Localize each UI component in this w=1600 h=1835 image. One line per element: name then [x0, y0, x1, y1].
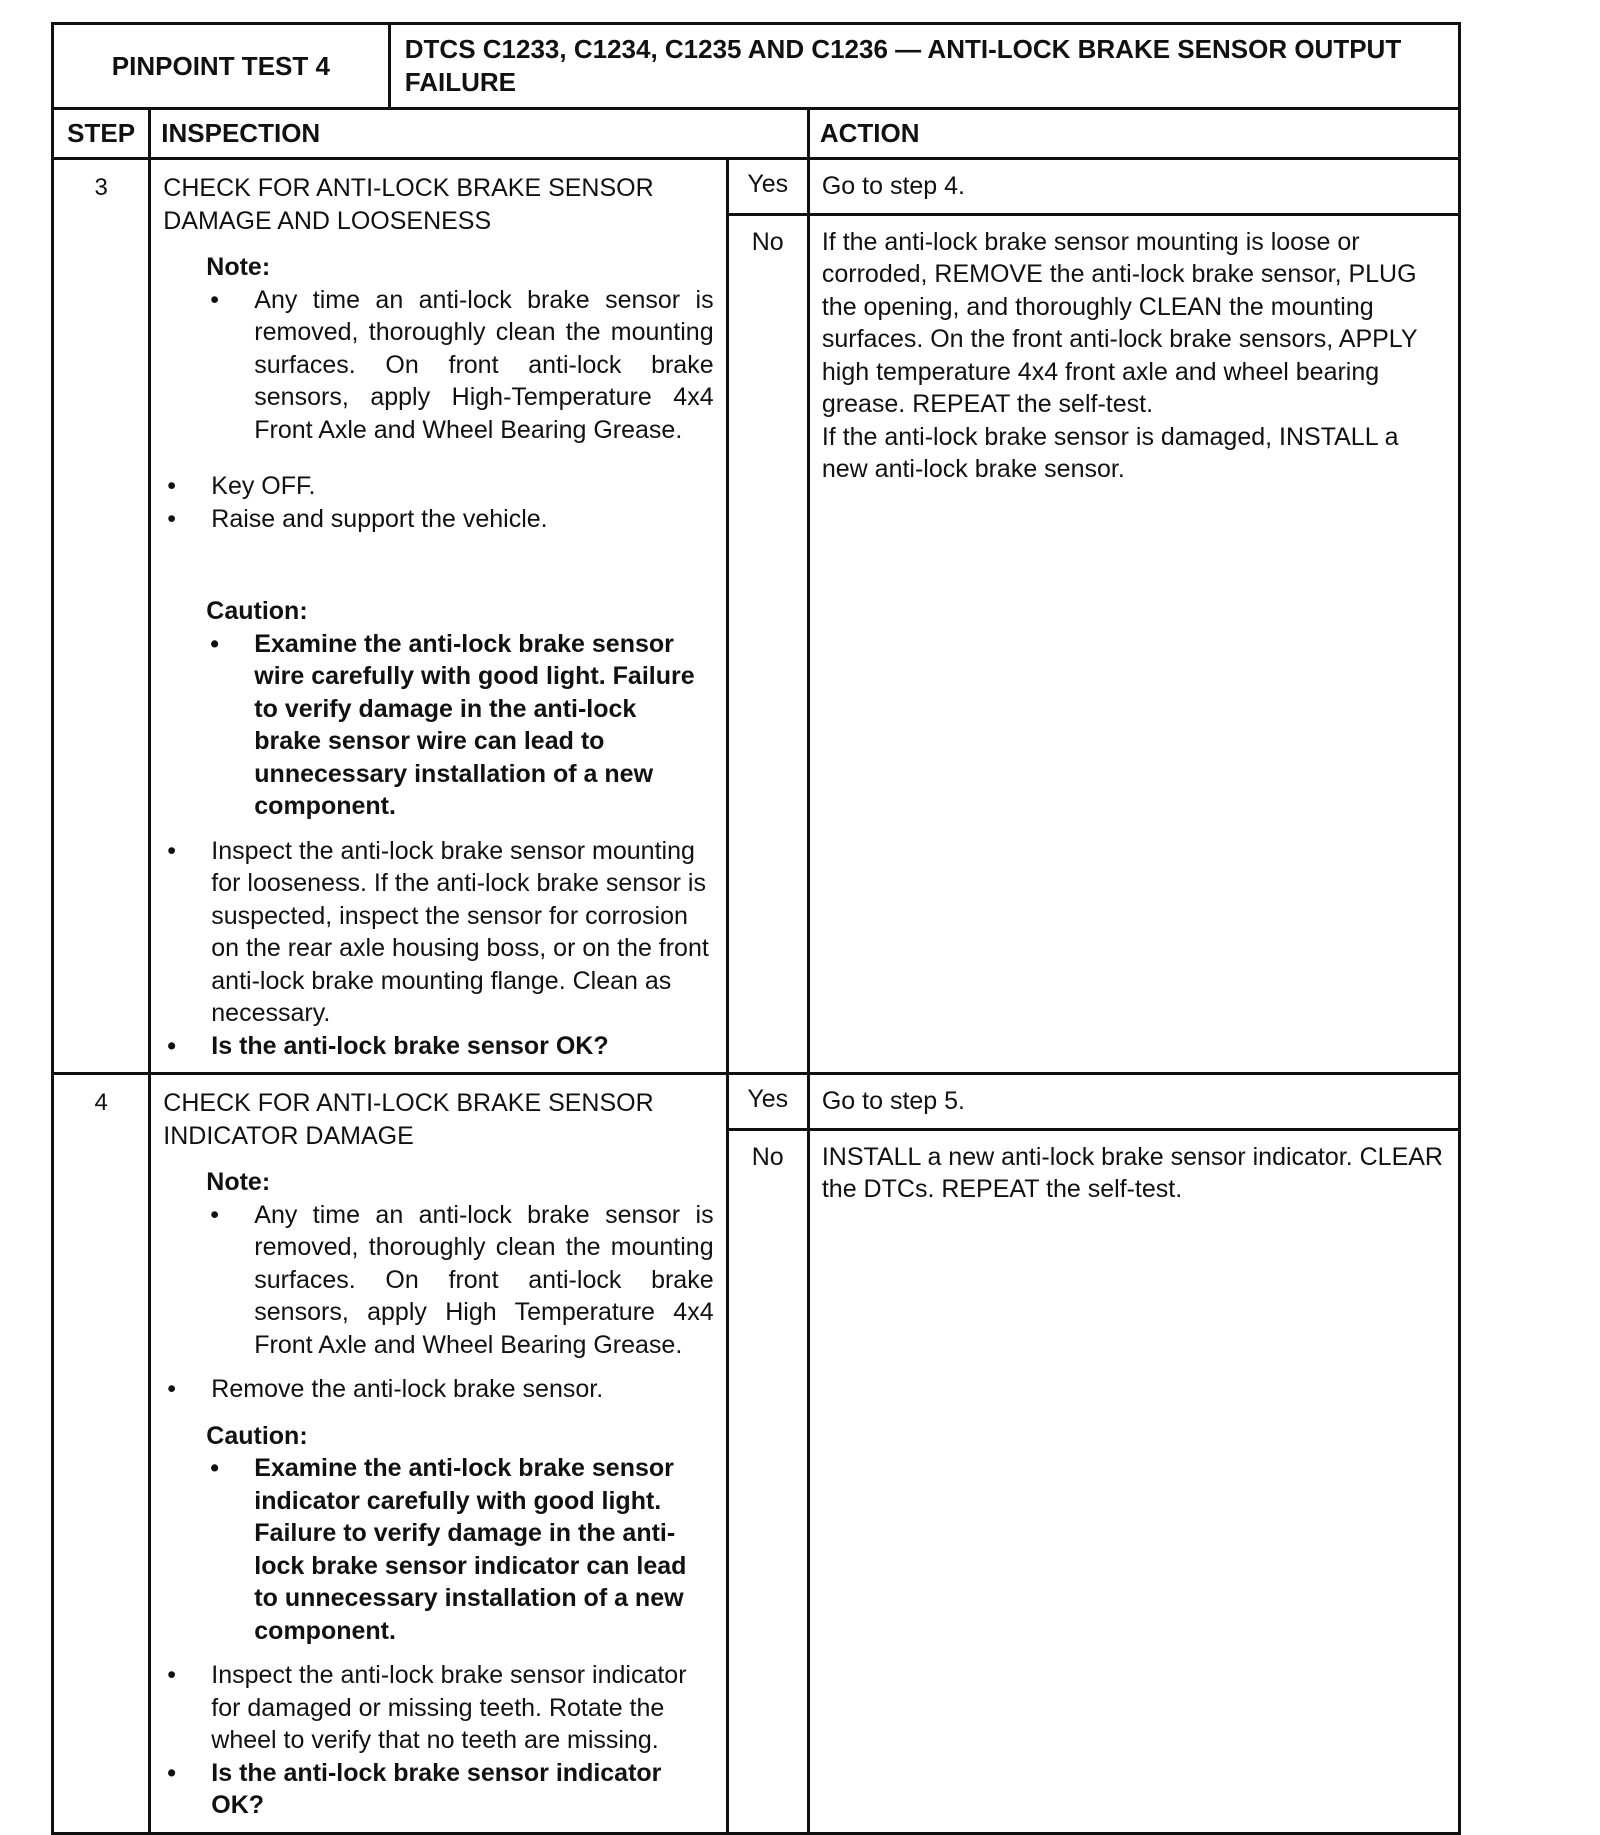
step-3-bullet-1-text: Key OFF. — [211, 472, 316, 500]
step-3-no-action-text-2: If the anti-lock brake sensor is damaged, INSTALL a new anti-lock brake sensor. — [821, 422, 1399, 483]
step-3-yes-row — [53, 159, 1460, 215]
step-3-yes-label: Yes — [727, 159, 808, 215]
bullet-icon: • — [167, 1758, 177, 1787]
step-3-note-item — [206, 284, 713, 447]
step-3-question — [163, 1030, 713, 1063]
pinpoint-test-sheet — [51, 22, 1461, 1835]
step-3-note-label: Note: — [206, 253, 271, 281]
bullet-icon: • — [167, 1031, 177, 1060]
step-4-bullet-2-text: Inspect the anti-lock brake sensor indicator for damaged or missing teeth. Rotate the wheel to verify that no teeth are missing. — [211, 1661, 687, 1754]
action-column-header: ACTION — [808, 109, 1459, 159]
step-3-bullet-2 — [163, 503, 713, 536]
step-4-note-label: Note: — [206, 1168, 271, 1196]
step-4-question — [163, 1757, 713, 1822]
bullet-icon: • — [210, 1454, 220, 1482]
step-3-yes-action: Go to step 4. — [808, 159, 1459, 215]
step-4-title: CHECK FOR ANTI-LOCK BRAKE SENSOR INDICATOR DAMAGE — [163, 1089, 654, 1150]
pinpoint-test-table — [51, 22, 1461, 1835]
bullet-icon: • — [167, 1661, 177, 1689]
step-3-number: 3 — [53, 159, 150, 1074]
step-3-question-text: Is the anti-lock brake sensor OK? — [211, 1031, 609, 1060]
step-3-bullet-1 — [163, 470, 713, 503]
header-row — [53, 24, 1460, 109]
step-3-no-label: No — [727, 214, 808, 1074]
step-3-title: CHECK FOR ANTI-LOCK BRAKE SENSOR DAMAGE AND LOOSENESS — [163, 174, 654, 235]
step-4-caution-label: Caution: — [206, 1421, 308, 1450]
step-column-header: STEP — [53, 109, 150, 159]
bullet-icon: • — [167, 472, 177, 500]
bullet-icon: • — [210, 629, 220, 658]
step-3-caution-item — [206, 628, 713, 823]
step-3-bullet-2-text: Raise and support the vehicle. — [211, 504, 548, 533]
bullet-icon: • — [167, 1375, 177, 1403]
step-4-no-label: No — [727, 1129, 808, 1833]
step-4-yes-row — [53, 1074, 1460, 1130]
bullet-icon: • — [167, 836, 177, 865]
bullet-icon: • — [167, 504, 177, 533]
step-3-no-action-text-1: If the anti-lock brake sensor mounting is loose or corroded, REMOVE the anti-lock brake sensor, PLUG the opening, and thoroughly CLEAN the mounting surfaces. On the front anti-lock brake sensors, APPLY high temperature 4x4 front axle and wheel bearing grease. REPEAT the self-test. — [821, 227, 1418, 418]
step-4-no-action: INSTALL a new anti-lock brake sensor indicator. CLEAR the DTCs. REPEAT the self-test. — [808, 1129, 1459, 1833]
step-3-bullet-3 — [163, 835, 713, 1030]
step-3-caution-text: Examine the anti-lock brake sensor wire carefully with good light. Failure to verify damage in the anti-lock brake sensor wire can lead to unnecessary installation of a new component. — [254, 629, 695, 820]
step-3-bullet-3-text: Inspect the anti-lock brake sensor mounting for looseness. If the anti-lock brake sensor is suspected, inspect the sensor for corrosion on the rear axle housing boss, or on the front anti-lock brake mounting flange. Clean as necessary. — [211, 836, 709, 1027]
step-4-note-text: Any time an anti-lock brake sensor is removed, thoroughly clean the mounting surfaces. On front anti-lock brake sensors, apply High Temperature 4x4 Front Axle and Wheel Bearing Grease. — [254, 1200, 714, 1359]
test-title: DTCS C1233, C1234, C1235 AND C1236 — ANTI-LOCK BRAKE SENSOR OUTPUT FAILURE — [389, 24, 1459, 109]
step-3-caution-label: Caution: — [206, 597, 308, 625]
step-4-yes-label: Yes — [727, 1074, 808, 1130]
inspection-column-header: INSPECTION — [150, 109, 809, 159]
step-4-bullet-1 — [163, 1373, 713, 1406]
step-3-note-text: Any time an anti-lock brake sensor is removed, thoroughly clean the mounting surfaces. On front anti-lock brake sensors, apply High-Temperature 4x4 Front Axle and Wheel Bearing Grease. — [254, 285, 714, 444]
bullet-icon: • — [210, 1200, 220, 1229]
step-4-inspection — [150, 1074, 727, 1834]
step-4-question-text: Is the anti-lock brake sensor indicator OK? — [211, 1758, 662, 1819]
step-4-note-item — [206, 1199, 713, 1362]
column-header-row — [53, 109, 1460, 159]
test-label: PINPOINT TEST 4 — [53, 24, 390, 109]
step-4-caution-item — [206, 1452, 713, 1647]
step-3-no-action — [808, 214, 1459, 1074]
step-3-inspection — [150, 159, 727, 1074]
step-4-yes-action: Go to step 5. — [808, 1074, 1459, 1130]
step-4-caution-text: Examine the anti-lock brake sensor indicator carefully with good light. Failure to verify damage in the anti-lock brake sensor indicator can lead to unnecessary installation of a new component. — [254, 1454, 687, 1645]
step-4-bullet-2 — [163, 1659, 713, 1757]
bullet-icon: • — [210, 285, 220, 314]
step-4-number: 4 — [53, 1074, 150, 1834]
step-4-bullet-1-text: Remove the anti-lock brake sensor. — [211, 1375, 604, 1403]
